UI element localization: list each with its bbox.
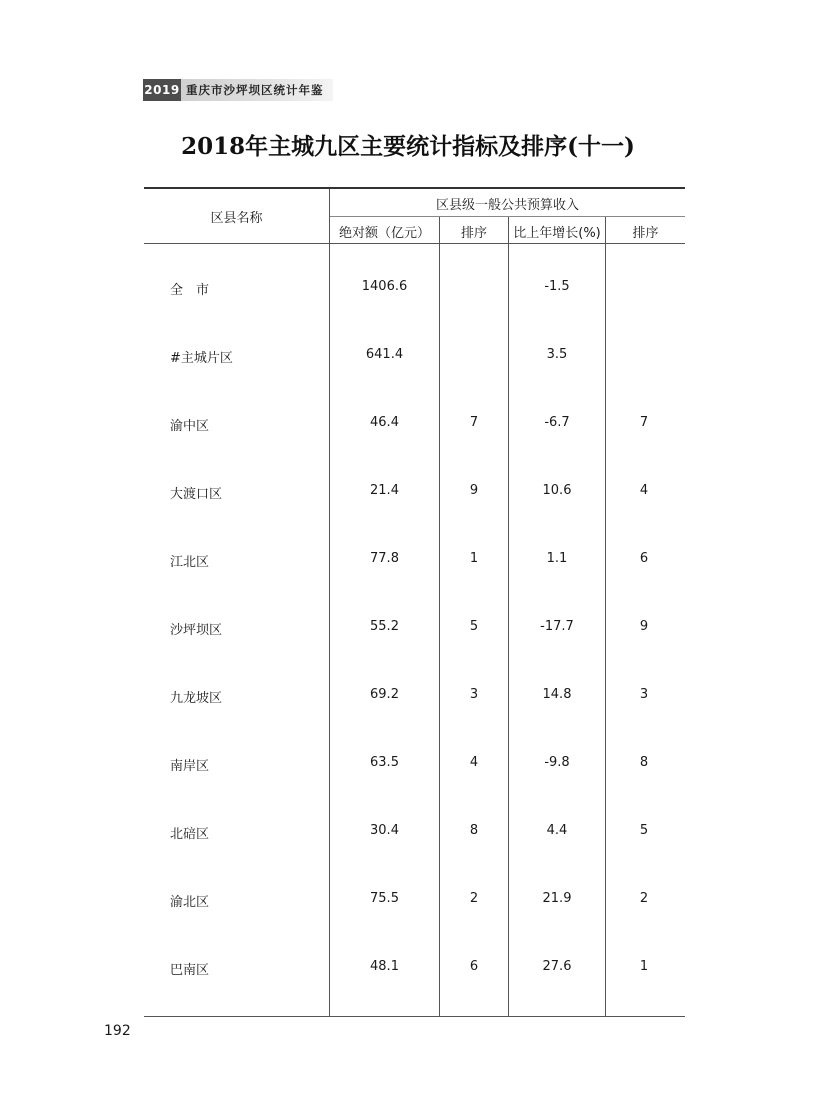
cell-growth: 27.6 bbox=[542, 959, 572, 974]
header-rank-growth: 排序 bbox=[632, 226, 659, 241]
cell-absolute: 77.8 bbox=[370, 551, 399, 566]
cell-rank-growth: 8 bbox=[639, 755, 649, 770]
table-top-rule bbox=[144, 187, 685, 189]
cell-growth: -9.8 bbox=[544, 755, 570, 770]
cell-region-name: 江北区 bbox=[170, 555, 210, 570]
cell-region-name: 渝中区 bbox=[170, 419, 210, 434]
cell-rank-growth: 1 bbox=[639, 959, 649, 974]
running-header-year: 2019 bbox=[143, 79, 181, 101]
cell-rank-growth: 3 bbox=[639, 687, 649, 702]
cell-growth: -1.5 bbox=[544, 279, 570, 294]
cell-rank-absolute: 7 bbox=[469, 415, 479, 430]
header-absolute: 绝对额（亿元） bbox=[338, 226, 430, 241]
header-region-name: 区县名称 bbox=[210, 211, 263, 226]
cell-absolute: 69.2 bbox=[370, 687, 399, 702]
table-bottom-rule bbox=[144, 1016, 685, 1017]
header-bottom-rule bbox=[144, 243, 685, 244]
cell-region-name: 九龙坡区 bbox=[170, 691, 223, 706]
cell-rank-absolute: 8 bbox=[469, 823, 479, 838]
cell-rank-growth: 4 bbox=[639, 483, 649, 498]
cell-region-name: 北碚区 bbox=[170, 827, 210, 842]
cell-absolute: 48.1 bbox=[370, 959, 399, 974]
page-number: 192 bbox=[104, 1023, 131, 1039]
cell-absolute: 63.5 bbox=[370, 755, 399, 770]
header-rank-absolute: 排序 bbox=[460, 226, 487, 241]
cell-growth: 4.4 bbox=[546, 823, 568, 838]
cell-absolute: 1406.6 bbox=[361, 279, 408, 294]
cell-absolute: 21.4 bbox=[370, 483, 399, 498]
cell-absolute: 30.4 bbox=[370, 823, 399, 838]
cell-absolute: 55.2 bbox=[370, 619, 399, 634]
cell-growth: 14.8 bbox=[542, 687, 572, 702]
cell-rank-growth: 6 bbox=[639, 551, 649, 566]
cell-absolute: 641.4 bbox=[365, 347, 404, 362]
cell-region-name: 沙坪坝区 bbox=[170, 623, 223, 638]
cell-rank-absolute: 6 bbox=[469, 959, 479, 974]
cell-growth: 21.9 bbox=[542, 891, 572, 906]
cell-growth: -6.7 bbox=[544, 415, 570, 430]
cell-rank-absolute: 2 bbox=[469, 891, 479, 906]
cell-rank-growth: 7 bbox=[639, 415, 649, 430]
cell-rank-absolute: 4 bbox=[469, 755, 479, 770]
cell-growth: 1.1 bbox=[546, 551, 568, 566]
cell-rank-absolute: 1 bbox=[469, 551, 479, 566]
header-budget-revenue: 区县级一般公共预算收入 bbox=[435, 198, 579, 213]
cell-region-name: 南岸区 bbox=[170, 759, 210, 774]
cell-growth: -17.7 bbox=[540, 619, 574, 634]
cell-rank-absolute: 5 bbox=[469, 619, 479, 634]
cell-rank-absolute: 3 bbox=[469, 687, 479, 702]
cell-region-name: 渝北区 bbox=[170, 895, 210, 910]
cell-rank-growth: 2 bbox=[639, 891, 649, 906]
cell-rank-growth: 9 bbox=[639, 619, 649, 634]
cell-rank-growth: 5 bbox=[639, 823, 649, 838]
page-title: 2018年主城九区主要统计指标及排序(十一) bbox=[181, 133, 635, 160]
header-growth: 比上年增长(%) bbox=[513, 226, 601, 241]
cell-absolute: 46.4 bbox=[370, 415, 399, 430]
cell-region-name: 全 市 bbox=[170, 283, 210, 298]
cell-region-name: 巴南区 bbox=[170, 963, 210, 978]
running-header-title: 重庆市沙坪坝区统计年鉴 bbox=[186, 83, 324, 97]
cell-region-name: 大渡口区 bbox=[170, 487, 223, 502]
cell-region-name: #主城片区 bbox=[170, 351, 233, 366]
cell-growth: 3.5 bbox=[546, 347, 568, 362]
cell-absolute: 75.5 bbox=[370, 891, 399, 906]
cell-rank-absolute: 9 bbox=[469, 483, 479, 498]
cell-growth: 10.6 bbox=[542, 483, 572, 498]
